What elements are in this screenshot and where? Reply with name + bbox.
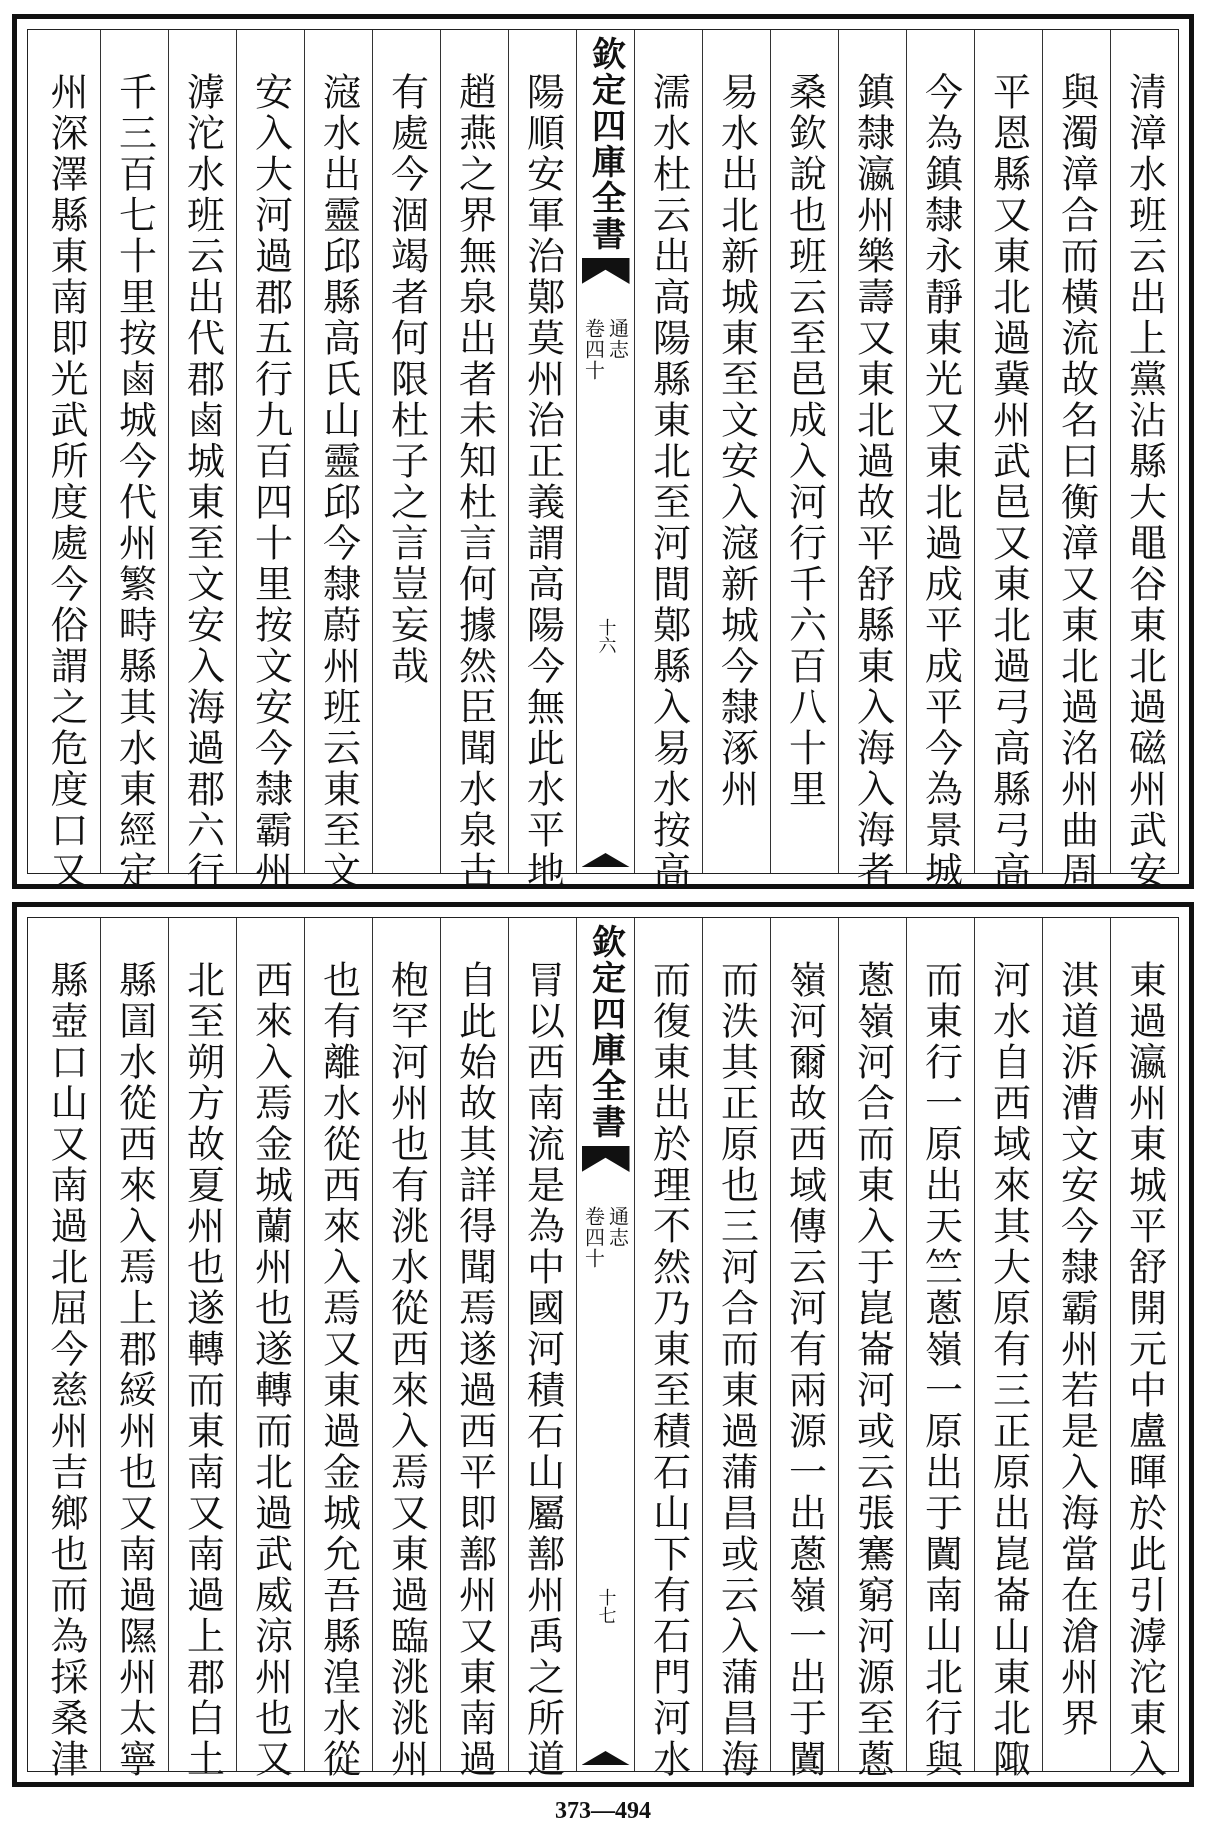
text-column: 濡水杜云出高陽縣東北至河間鄚縣入易水按高 xyxy=(634,30,702,873)
lower-page-frame xyxy=(27,917,1179,1780)
text-column: 平恩縣又東北過冀州武邑又東北過弓高縣弓高 xyxy=(974,30,1042,873)
upper-page-frame xyxy=(27,29,1179,892)
volume-label: 卷四十 xyxy=(581,1206,606,1269)
text-column: 滹沱水班云出代郡鹵城東至文安入海過郡六行 xyxy=(168,30,236,873)
volume-label: 卷四十 xyxy=(581,318,606,381)
text-column: 而東行一原出天竺蔥嶺一原出于闐南山北行與 xyxy=(906,918,974,1771)
text-column: 自此始故其詳得聞焉遂過西平即鄯州又東南過 xyxy=(440,918,508,1771)
text-column: 河水自西域來其大原有三正原出崑崙山東北陬 xyxy=(974,918,1042,1771)
text-column: 桑欽說也班云至邑成入河行千六百八十里 xyxy=(770,30,838,873)
text-column: 嶺河爾故西域傳云河有兩源一出蔥嶺一出于闐 xyxy=(770,918,838,1771)
text-column: 東過瀛州東城平舒開元中盧暉於此引滹沱東入 xyxy=(1110,918,1178,1771)
text-column: 北至朔方故夏州也遂轉而東南又南過上郡白土 xyxy=(168,918,236,1771)
text-column: 縣圁水從西來入焉上郡綏州也又南過隰州太寧 xyxy=(100,918,168,1771)
text-column: 而復東出於理不然乃東至積石山下有石門河水 xyxy=(634,918,702,1771)
lower-fish-tail-mark-icon xyxy=(582,853,630,867)
lower-text-columns xyxy=(28,918,1178,1780)
book-info xyxy=(581,318,630,381)
footer-page-code: 373—494 xyxy=(555,1798,651,1824)
text-column: 易水出北新城東至文安入滱新城今隸涿州 xyxy=(702,30,770,873)
text-column: 枹罕河州也有洮水從西來入焉又東過臨洮洮州 xyxy=(372,918,440,1771)
text-column: 有處今涸竭者何限杜子之言豈妄哉 xyxy=(372,30,440,873)
lower-page xyxy=(12,902,1194,1787)
upper-page xyxy=(12,14,1194,892)
page-number: 十六 xyxy=(595,618,617,654)
text-column: 鎮隸瀛州樂壽又東北過故平舒縣東入海入海者 xyxy=(838,30,906,873)
book-title: 通志 xyxy=(605,1206,630,1248)
center-fold-margin xyxy=(576,30,634,873)
upper-text-columns xyxy=(28,30,1178,892)
book-title: 通志 xyxy=(605,318,630,360)
text-column: 與濁漳合而橫流故名曰衡漳又東北過洺州曲周 xyxy=(1042,30,1110,873)
text-column: 西來入焉金城蘭州也遂轉而北過武威涼州也又 xyxy=(236,918,304,1771)
text-column: 滱水出靈邱縣高氏山靈邱今隸蔚州班云東至文 xyxy=(304,30,372,873)
text-column: 而泆其正原也三河合而東過蒲昌或云入蒲昌海 xyxy=(702,918,770,1771)
series-title: 欽定四庫全書 xyxy=(585,36,626,252)
text-column: 州深澤縣東南即光武所度處今俗謂之危度口又 xyxy=(44,72,88,892)
text-column: 蔥嶺河合而東入于崑崙河或云張騫窮河源至蔥 xyxy=(838,918,906,1771)
text-column: 千三百七十里按鹵城今代州繁畤縣其水東經定 xyxy=(100,30,168,873)
text-column: 清漳水班云出上黨沾縣大黽谷東北過磁州武安 xyxy=(1110,30,1178,873)
text-column: 也有離水從西來入焉又東過金城允吾縣湟水從 xyxy=(304,918,372,1771)
lower-fish-tail-mark-icon xyxy=(582,1751,630,1765)
text-column: 趙燕之界無泉出者未知杜言何據然臣聞水泉古 xyxy=(440,30,508,873)
book-info xyxy=(581,1206,630,1269)
page-number: 十七 xyxy=(595,1588,617,1624)
text-column: 淇道泝漕文安今隸霸州若是入海當在滄州界 xyxy=(1042,918,1110,1771)
text-column: 冐以西南流是為中國河積石山屬鄯州禹之所道 xyxy=(508,918,576,1771)
center-fold-margin xyxy=(576,918,634,1771)
text-column: 安入大河過郡五行九百四十里按文安今隸霸州 xyxy=(236,30,304,873)
fish-tail-mark-icon xyxy=(582,1146,630,1172)
series-title: 欽定四庫全書 xyxy=(585,924,626,1140)
fish-tail-mark-icon xyxy=(582,258,630,284)
text-column: 縣壺口山又南過北屈今慈州吉鄉也而為採桑津 xyxy=(44,960,88,1780)
text-column: 今為鎮隸永靜東光又東北過成平成平今為景城 xyxy=(906,30,974,873)
text-column: 陽順安軍治鄚莫州治正義謂高陽今無此水平地 xyxy=(508,30,576,873)
